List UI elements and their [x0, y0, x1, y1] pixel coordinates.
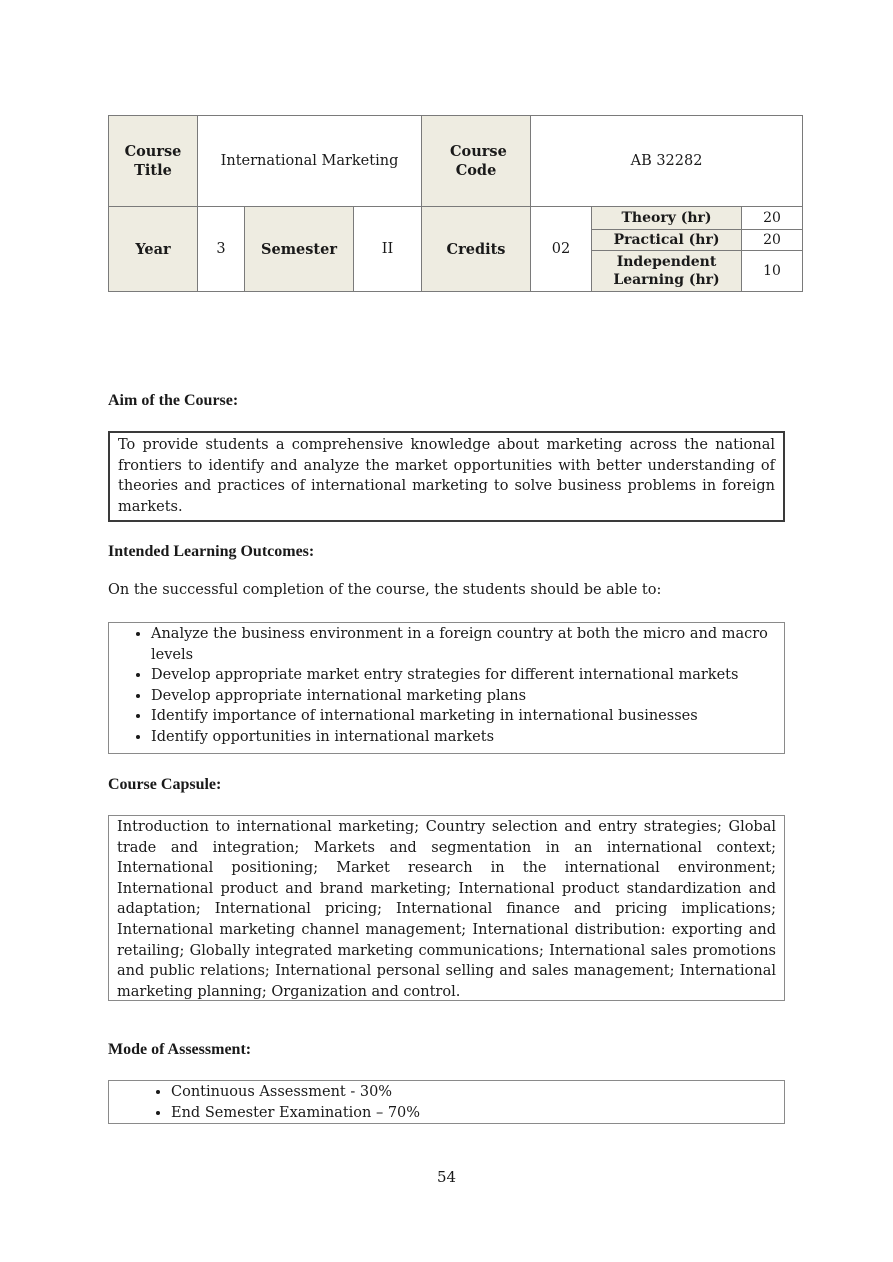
outcome-item: • Develop appropriate market entry strategies for different international markets	[151, 665, 776, 686]
theory-hours-value: 20	[742, 207, 803, 230]
course-code-label: Course Code	[422, 116, 531, 207]
outcomes-list	[109, 624, 776, 748]
course-title-value: International Marketing	[198, 116, 422, 207]
course-info-table	[108, 115, 803, 292]
theory-hours-label: Theory (hr)	[592, 207, 742, 230]
year-label: Year	[109, 207, 198, 292]
semester-value: II	[354, 207, 422, 292]
independent-learning-hours-value: 10	[742, 251, 803, 292]
credits-value: 02	[531, 207, 592, 292]
outcomes-box	[108, 622, 785, 754]
outcome-item: • Develop appropriate international marketing plans	[151, 686, 776, 707]
page-number: 54	[436, 1168, 457, 1186]
course-title-label: Course Title	[109, 116, 198, 207]
outcome-item: • Identify importance of international marketing in international businesses	[151, 706, 776, 727]
credits-label: Credits	[422, 207, 531, 292]
assessment-item: • Continuous Assessment - 30%	[171, 1082, 776, 1103]
outcomes-intro: On the successful completion of the course, the students should be able to:	[108, 582, 662, 598]
capsule-heading: Course Capsule:	[108, 776, 222, 793]
outcomes-heading: Intended Learning Outcomes:	[108, 543, 315, 560]
course-code-value: AB 32282	[531, 116, 803, 207]
capsule-box: Introduction to international marketing; Country selection and entry strategies; Global trade and integration; Markets and segmentation in an international context; International positioning; Market research in the international environment; International product and brand marketing; International product standardization and adaptation; International pricing; International finance and pricing implications; International marketing channel management; International distribution: exporting and retailing; Globally integrated marketing communications; International sales promotions and public relations; International personal selling and sales management; International marketing planning; Organization and control.	[108, 815, 785, 1001]
outcome-item: • Identify opportunities in international markets	[151, 727, 776, 748]
aim-box: To provide students a comprehensive knowledge about marketing across the national frontiers to identify and analyze the market opportunities with better understanding of theories and practices of international marketing to solve business problems in foreign markets.	[108, 431, 785, 522]
assessment-list	[109, 1082, 776, 1123]
assessment-heading: Mode of Assessment:	[108, 1041, 252, 1058]
practical-hours-label: Practical (hr)	[592, 230, 742, 251]
practical-hours-value: 20	[742, 230, 803, 251]
outcome-item: • Analyze the business environment in a foreign country at both the micro and macro levels	[151, 624, 776, 665]
semester-label: Semester	[245, 207, 354, 292]
independent-learning-hours-label: Independent Learning (hr)	[592, 251, 742, 292]
aim-heading: Aim of the Course:	[108, 392, 239, 409]
year-value: 3	[198, 207, 245, 292]
assessment-item: • End Semester Examination – 70%	[171, 1103, 776, 1124]
assessment-box	[108, 1080, 785, 1124]
